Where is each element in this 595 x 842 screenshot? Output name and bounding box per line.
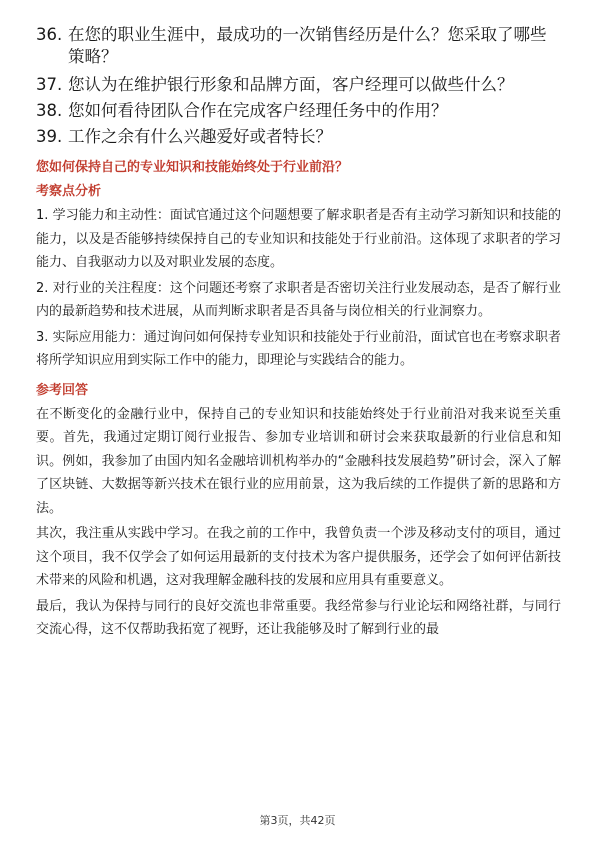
analysis-point: 2. 对行业的关注程度：这个问题还考察了求职者是否密切关注行业发展动态，是否了解行业内的最新趋势和技术进展，从而判断求职者是否具备与岗位相关的行业洞察力。 <box>36 280 561 319</box>
analysis-point: 3. 实际应用能力：通过询问如何保持专业知识和技能处于行业前沿，面试官也在考察求职者将所学知识应用到实际工作中的能力，即理论与实践结合的能力。 <box>36 329 561 368</box>
question-number: 36. <box>36 25 63 44</box>
question-text: 工作之余有什么兴趣爱好或者特长？ <box>68 127 332 146</box>
question-item <box>36 126 561 148</box>
question-item <box>36 100 561 122</box>
question-text: 您如何看待团队合作在完成客户经理任务中的作用？ <box>68 101 448 120</box>
question-number: 37. <box>36 75 63 94</box>
analysis-point: 1. 学习能力和主动性：面试官通过这个问题想要了解求职者是否有主动学习新知识和技能的能力，以及是否能够持续保持自己的专业知识和技能处于行业前沿。这体现了求职者的学习能力、自我驱动力以及对职业发展的态度。 <box>36 208 561 270</box>
question-number: 38. <box>36 101 63 120</box>
answer-paragraph: 其次，我注重从实践中学习。在我之前的工作中，我曾负责一个涉及移动支付的项目，通过这个项目，我不仅学会了如何运用最新的支付技术为客户提供服务，还学会了如何评估新技术带来的风险和机遇，这对我理解金融科技的发展和应用具有重要意义。 <box>36 526 561 588</box>
answer-paragraph: 在不断变化的金融行业中，保持自己的专业知识和技能始终处于行业前沿对我来说至关重要。首先，我通过定期订阅行业报告、参加专业培训和研讨会来获取最新的行业信息和知识。例如，我参加了由国内知名金融培训机构举办的“金融科技发展趋势”研讨会，深入了解了区块链、大数据等新兴技术在银行业的应用前景，这为我后续的工作提供了新的思路和方法。 <box>36 406 561 516</box>
section-question-heading: 您如何保持自己的专业知识和技能始终处于行业前沿？ <box>36 160 349 175</box>
answer-heading: 参考回答 <box>36 382 89 398</box>
page-footer: 第3页，共42页 <box>259 814 336 827</box>
question-list <box>36 24 561 148</box>
document-page <box>36 24 561 642</box>
question-text: 您认为在维护银行形象和品牌方面，客户经理可以做些什么？ <box>68 75 514 94</box>
question-item <box>36 74 561 96</box>
question-number: 39. <box>36 127 63 146</box>
question-item <box>36 24 561 68</box>
answer-paragraph: 最后，我认为保持与同行的良好交流也非常重要。我经常参与行业论坛和网络社群，与同行交流心得，这不仅帮助我拓宽了视野，还让我能够及时了解到行业的最 <box>36 598 561 637</box>
question-text: 在您的职业生涯中，最成功的一次销售经历是什么？您采取了哪些策略？ <box>68 25 547 66</box>
analysis-heading: 考察点分析 <box>36 184 102 199</box>
